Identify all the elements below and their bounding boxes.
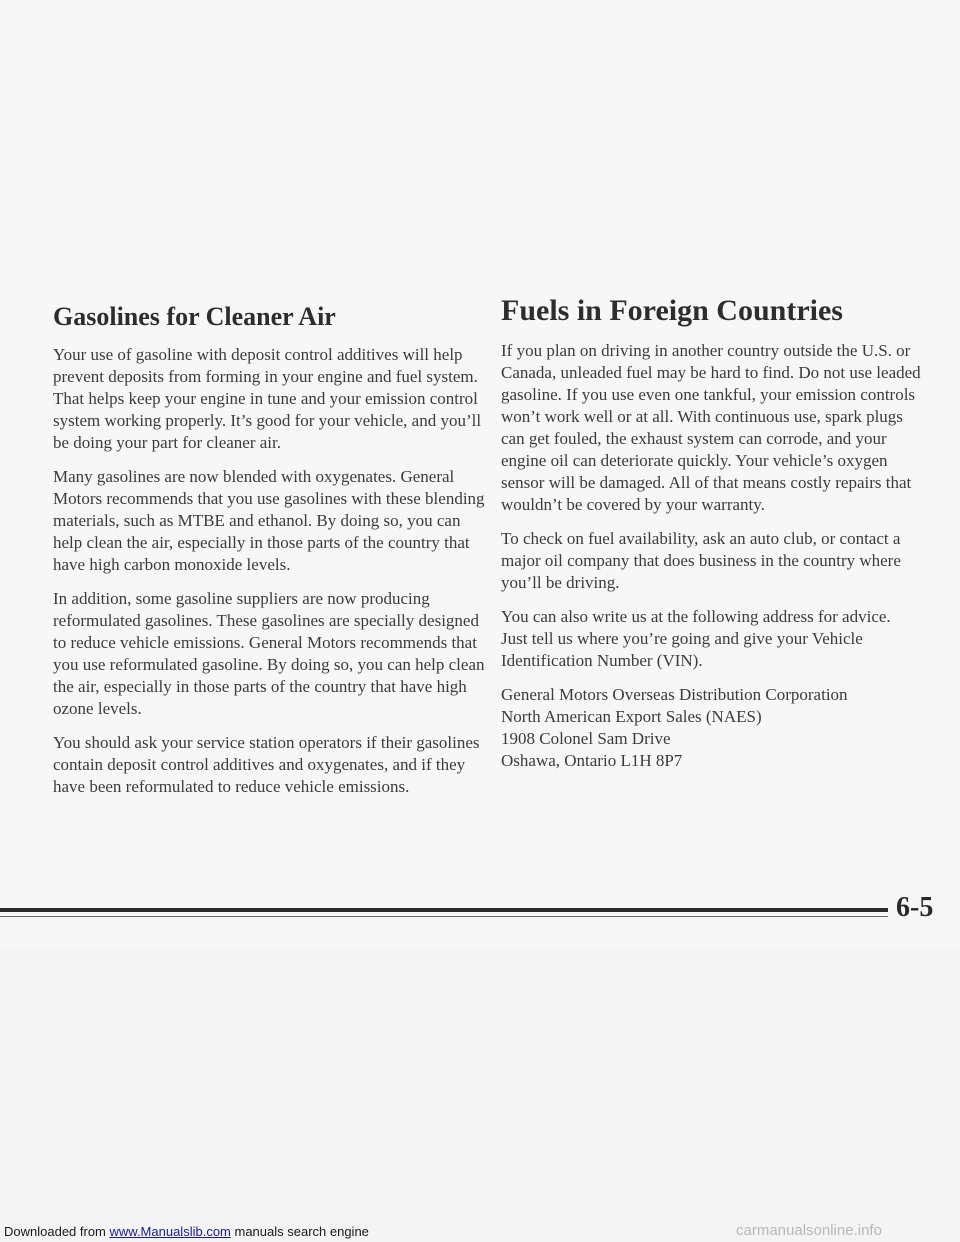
address-line: Oshawa, Ontario L1H 8P7 (501, 751, 683, 770)
left-column (53, 302, 493, 810)
paragraph-write-us: You can also write us at the following address for advice. Just tell us where you’re going and give your Vehicle Identification Number (VIN). (501, 607, 891, 670)
footer-rule-thick (0, 908, 888, 912)
mailing-address (501, 684, 921, 772)
heading-fuels-foreign-countries: Fuels in Foreign Countries (501, 294, 843, 327)
watermark-text: carmanualsonline.info (736, 1222, 882, 1239)
footer-prefix: Downloaded from (4, 1224, 110, 1239)
heading-gasolines-cleaner-air: Gasolines for Cleaner Air (53, 302, 336, 331)
paragraph-oxygenates: Many gasolines are now blended with oxygenates. General Motors recommends that you use gasolines with these blending materials, such as MTBE and ethanol. By doing so, you can help clean the air, especially in those parts of the country that have high carbon monoxide levels. (53, 467, 485, 574)
address-line: General Motors Overseas Distribution Corporation (501, 685, 848, 704)
page-number: 6-5 (896, 892, 934, 923)
paragraph-reformulated: In addition, some gasoline suppliers are now producing reformulated gasolines. These gasolines are specially designed to reduce vehicle emissions. General Motors recommends that you use reformulated gasoline. By doing so, you can help clean the air, especially in those parts of the country that have high ozone levels. (53, 589, 485, 718)
address-line: 1908 Colonel Sam Drive (501, 729, 671, 748)
paragraph-fuel-availability: To check on fuel availability, ask an auto club, or contact a major oil company that does business in the country where you’ll be driving. (501, 529, 901, 592)
right-column (501, 294, 921, 772)
download-footer (4, 1224, 369, 1239)
manualslib-link[interactable]: www.Manualslib.com (109, 1224, 231, 1239)
paragraph-deposit-control: Your use of gasoline with deposit control additives will help prevent deposits from forming in your engine and fuel system. That helps keep your engine in tune and your emission control system working properly. It’s good for your vehicle, and you’ll be doing your part for cleaner air. (53, 345, 482, 452)
address-line: North American Export Sales (NAES) (501, 707, 762, 726)
footer-suffix: manuals search engine (230, 1224, 369, 1239)
paragraph-ask-operators: You should ask your service station operators if their gasolines contain deposit control additives and oxygenates, and if they have been reformulated to reduce vehicle emissions. (53, 733, 480, 796)
footer-rule-thin (0, 916, 888, 917)
paragraph-foreign-driving: If you plan on driving in another country outside the U.S. or Canada, unleaded fuel may be hard to find. Do not use leaded gasoline. If you use even one tankful, your emission controls won’t work well or at all. With continuous use, spark plugs can get fouled, the exhaust system can corrode, and your engine oil can deteriorate quickly. Your vehicle’s oxygen sensor will be damaged. All of that means costly repairs that wouldn’t be covered by your warranty. (501, 341, 921, 514)
